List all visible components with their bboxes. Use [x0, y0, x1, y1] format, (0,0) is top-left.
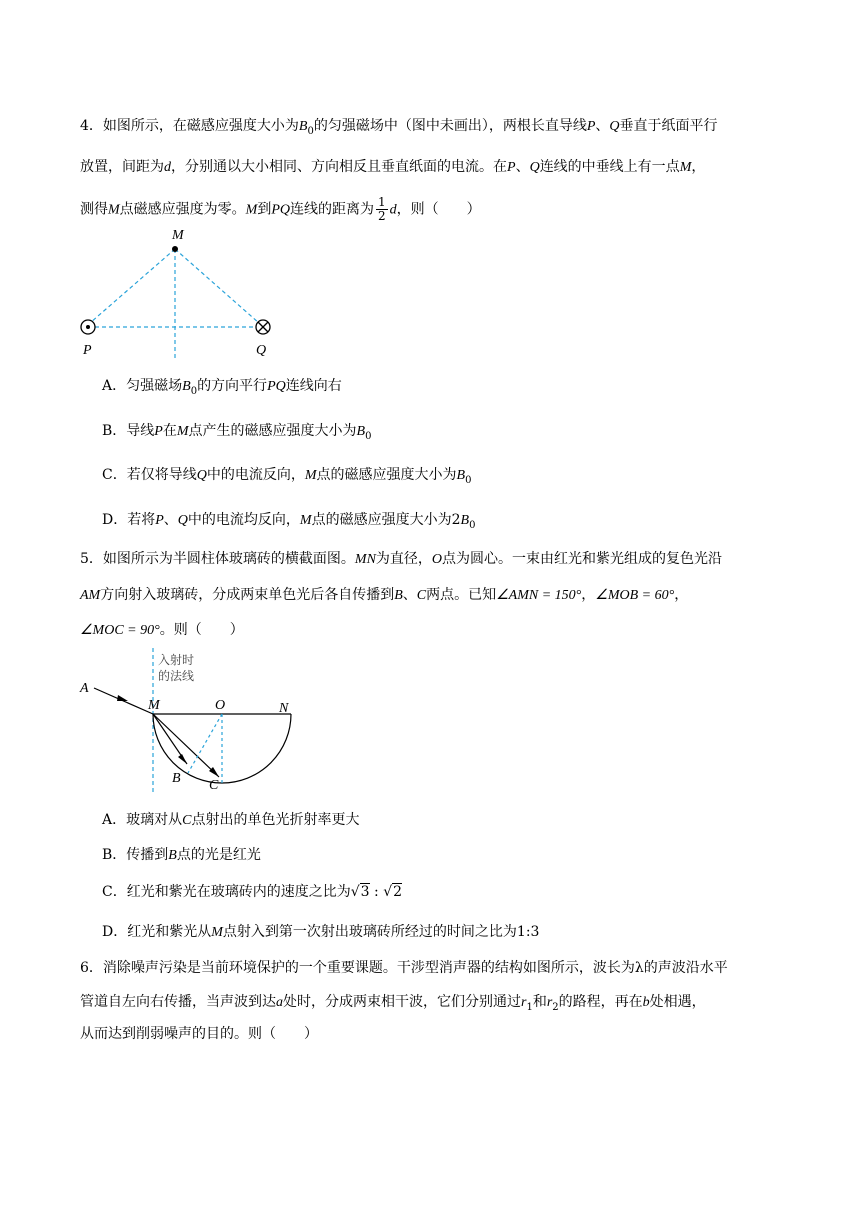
q4-stem-line-3: 测得M点磁感应强度为零。M到PQ连线的距离为 $\frac{1}{2}$ d，则（ ）: [80, 195, 481, 223]
normal-label-line-1: 入射时: [158, 653, 195, 667]
q5-stem-line-1: 5．如图所示为半圆柱体玻璃砖的横截面图。MN为直径，O点为圆心。一束由红光和紫光组成的复色光沿: [80, 551, 723, 567]
q4-option-d[interactable]: D．若将P、Q中的电流均反向，M点的磁感应强度大小为$2B_0$: [102, 512, 476, 531]
q4-option-c[interactable]: C．若仅将导线Q中的电流反向，M点的磁感应强度大小为$B_0$: [102, 467, 472, 486]
q4-stem-line-2: 放置，间距为d，分别通以大小相同、方向相反且垂直纸面的电流。在P、Q连线的中垂线上有一点M，: [80, 159, 706, 175]
label-n: N: [279, 701, 289, 716]
label-q: Q: [256, 343, 267, 358]
point-m-dot: [172, 246, 178, 252]
label-b: B: [172, 771, 181, 786]
q6-stem-line-2: 管道自左向右传播，当声波到达a处时，分成两束相干波，它们分别通过$r_1$和$r_2$的路程，再在b处相遇，: [80, 994, 706, 1013]
q5-option-d[interactable]: D．红光和紫光从M点射入到第一次射出玻璃砖所经过的时间之比为1:3: [102, 924, 540, 940]
q5-option-b[interactable]: B．传播到B点的光是红光: [102, 847, 261, 863]
q4-option-b[interactable]: B．导线P在M点产生的磁感应强度大小为$B_0$: [102, 423, 372, 442]
label-a: A: [80, 681, 89, 696]
label-o: O: [215, 698, 226, 713]
q5-stem-line-2: AM方向射入玻璃砖，分成两束单色光后各自传播到B、C两点。已知∠AMN = 150°，∠MOB = 60°，: [80, 587, 689, 603]
label-p: P: [83, 343, 92, 358]
q6-stem-line-3: 从而达到削弱噪声的目的。则（ ）: [80, 1026, 318, 1042]
normal-label-line-2: 的法线: [158, 669, 195, 683]
q5-option-a[interactable]: A．玻璃对从C点射出的单色光折射率更大: [102, 812, 360, 828]
q6-stem-line-1: 6．消除噪声污染是当前环境保护的一个重要课题。干涉型消声器的结构如图所示，波长为λ的声波沿水平: [80, 960, 728, 976]
label-m: M: [148, 698, 160, 713]
q5-stem-line-3: ∠MOC = 90°。则（ ）: [80, 622, 244, 638]
q4-figure: [78, 225, 278, 365]
q4-stem-line-1: 4．如图所示，在磁感应强度大小为$B_0$的匀强磁场中（图中未画出），两根长直导线P、Q垂直于纸面平行: [80, 118, 718, 137]
label-c: C: [209, 778, 219, 793]
wire-p-out-of-page-icon: [81, 320, 95, 334]
wire-q-into-page-icon: [256, 320, 270, 334]
q5-option-c[interactable]: C．红光和紫光在玻璃砖内的速度之比为√3 : √2: [102, 884, 403, 900]
fraction-one-half: $\frac{1}{2}$: [378, 195, 386, 223]
label-m: M: [172, 228, 184, 243]
q4-option-a[interactable]: A．匀强磁场$B_0$的方向平行PQ连线向右: [102, 378, 342, 397]
q5-figure: [76, 646, 306, 794]
